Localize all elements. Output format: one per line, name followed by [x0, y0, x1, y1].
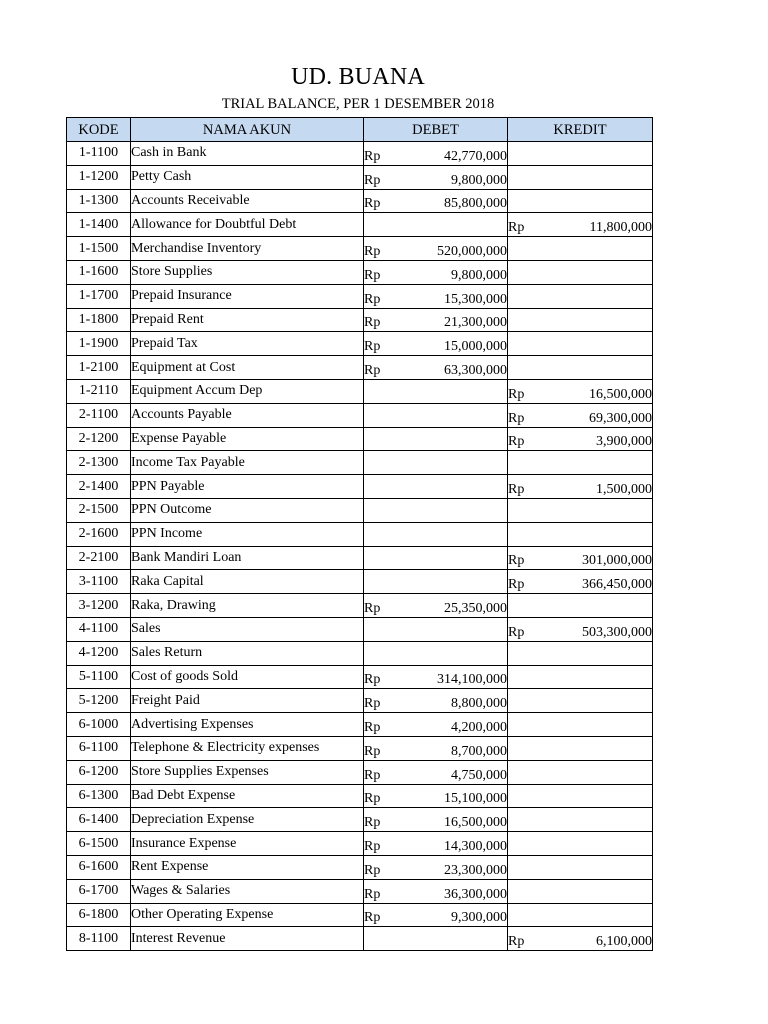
debet-amount: 9,300,000	[451, 910, 507, 926]
account-name: Wages & Salaries	[131, 879, 364, 903]
account-name: Petty Cash	[131, 165, 364, 189]
table-row	[67, 665, 653, 689]
kredit-cell	[508, 284, 653, 308]
kredit-amount: 301,000,000	[582, 553, 652, 569]
account-name: Allowance for Doubtful Debt	[131, 213, 364, 237]
table-row	[67, 927, 653, 951]
table-row	[67, 713, 653, 737]
debet-cell	[364, 427, 508, 451]
debet-amount: 314,100,000	[437, 672, 507, 688]
debet-cell	[364, 237, 508, 261]
account-code: 6-1500	[67, 832, 131, 856]
account-code: 1-2100	[67, 356, 131, 380]
currency-label: Rp	[364, 672, 381, 688]
currency-label: Rp	[364, 815, 381, 831]
currency-label: Rp	[364, 719, 381, 735]
column-header-debet: DEBET	[364, 118, 508, 142]
header-row	[67, 118, 653, 142]
kredit-amount: 503,300,000	[582, 624, 652, 640]
debet-cell	[364, 641, 508, 665]
account-code: 1-2110	[67, 379, 131, 403]
debet-amount: 8,800,000	[451, 696, 507, 712]
account-name: Store Supplies Expenses	[131, 760, 364, 784]
kredit-cell	[508, 855, 653, 879]
table-row	[67, 475, 653, 499]
debet-amount: 15,100,000	[444, 791, 507, 807]
currency-label: Rp	[364, 267, 381, 283]
kredit-cell	[508, 665, 653, 689]
kredit-amount: 16,500,000	[589, 386, 652, 402]
debet-cell	[364, 189, 508, 213]
currency-label: Rp	[508, 553, 525, 569]
account-name: PPN Payable	[131, 475, 364, 499]
table-row	[67, 189, 653, 213]
account-name: PPN Income	[131, 522, 364, 546]
table-row	[67, 379, 653, 403]
debet-cell	[364, 689, 508, 713]
kredit-cell	[508, 260, 653, 284]
account-code: 4-1200	[67, 641, 131, 665]
debet-amount: 36,300,000	[444, 886, 507, 902]
debet-amount: 4,750,000	[451, 767, 507, 783]
table-row	[67, 594, 653, 618]
debet-cell	[364, 403, 508, 427]
account-code: 3-1100	[67, 570, 131, 594]
account-name: Accounts Payable	[131, 403, 364, 427]
debet-amount: 16,500,000	[444, 815, 507, 831]
kredit-cell	[508, 237, 653, 261]
debet-amount: 9,800,000	[451, 172, 507, 188]
table-row	[67, 736, 653, 760]
account-name: Insurance Expense	[131, 832, 364, 856]
currency-label: Rp	[508, 624, 525, 640]
debet-cell	[364, 594, 508, 618]
currency-label: Rp	[364, 791, 381, 807]
debet-cell	[364, 927, 508, 951]
currency-label: Rp	[364, 886, 381, 902]
debet-cell	[364, 142, 508, 166]
debet-cell	[364, 879, 508, 903]
table-row	[67, 855, 653, 879]
currency-label: Rp	[364, 172, 381, 188]
debet-amount: 8,700,000	[451, 743, 507, 759]
debet-cell	[364, 546, 508, 570]
kredit-cell	[508, 189, 653, 213]
account-code: 6-1800	[67, 903, 131, 927]
table-row	[67, 260, 653, 284]
kredit-cell	[508, 522, 653, 546]
table-row	[67, 403, 653, 427]
debet-amount: 520,000,000	[437, 243, 507, 259]
account-code: 1-1500	[67, 237, 131, 261]
currency-label: Rp	[508, 410, 525, 426]
kredit-amount: 1,500,000	[596, 481, 652, 497]
kredit-cell	[508, 713, 653, 737]
currency-label: Rp	[364, 315, 381, 331]
currency-label: Rp	[364, 362, 381, 378]
debet-amount: 15,000,000	[444, 339, 507, 355]
currency-label: Rp	[364, 862, 381, 878]
table-row	[67, 760, 653, 784]
kredit-amount: 3,900,000	[596, 434, 652, 450]
currency-label: Rp	[364, 291, 381, 307]
account-code: 1-1200	[67, 165, 131, 189]
column-header-kode: KODE	[67, 118, 131, 142]
currency-label: Rp	[508, 481, 525, 497]
currency-label: Rp	[508, 220, 525, 236]
table-row	[67, 570, 653, 594]
debet-cell	[364, 475, 508, 499]
table-row	[67, 427, 653, 451]
account-name: Expense Payable	[131, 427, 364, 451]
kredit-cell	[508, 760, 653, 784]
account-name: Telephone & Electricity expenses	[131, 736, 364, 760]
table-row	[67, 808, 653, 832]
kredit-cell	[508, 379, 653, 403]
account-code: 2-2100	[67, 546, 131, 570]
debet-cell	[364, 522, 508, 546]
account-code: 5-1100	[67, 665, 131, 689]
trial-balance-table	[66, 117, 653, 951]
account-name: Rent Expense	[131, 855, 364, 879]
account-name: Store Supplies	[131, 260, 364, 284]
account-name: Prepaid Tax	[131, 332, 364, 356]
debet-amount: 15,300,000	[444, 291, 507, 307]
currency-label: Rp	[364, 148, 381, 164]
debet-cell	[364, 617, 508, 641]
account-code: 2-1100	[67, 403, 131, 427]
account-code: 8-1100	[67, 927, 131, 951]
account-name: Cost of goods Sold	[131, 665, 364, 689]
debet-cell	[364, 379, 508, 403]
kredit-cell	[508, 356, 653, 380]
account-name: Income Tax Payable	[131, 451, 364, 475]
kredit-cell	[508, 403, 653, 427]
debet-amount: 42,770,000	[444, 148, 507, 164]
kredit-cell	[508, 332, 653, 356]
debet-cell	[364, 260, 508, 284]
account-code: 1-1600	[67, 260, 131, 284]
debet-cell	[364, 832, 508, 856]
account-code: 1-1400	[67, 213, 131, 237]
kredit-cell	[508, 142, 653, 166]
table-row	[67, 237, 653, 261]
kredit-cell	[508, 927, 653, 951]
account-name: Other Operating Expense	[131, 903, 364, 927]
table-row	[67, 784, 653, 808]
account-name: Merchandise Inventory	[131, 237, 364, 261]
account-code: 1-1100	[67, 142, 131, 166]
debet-amount: 23,300,000	[444, 862, 507, 878]
currency-label: Rp	[364, 696, 381, 712]
debet-cell	[364, 498, 508, 522]
kredit-cell	[508, 475, 653, 499]
account-name: Sales Return	[131, 641, 364, 665]
account-code: 1-1900	[67, 332, 131, 356]
account-code: 6-1700	[67, 879, 131, 903]
account-name: Prepaid Insurance	[131, 284, 364, 308]
kredit-cell	[508, 165, 653, 189]
account-code: 2-1300	[67, 451, 131, 475]
account-code: 6-1300	[67, 784, 131, 808]
debet-cell	[364, 213, 508, 237]
account-code: 6-1000	[67, 713, 131, 737]
kredit-cell	[508, 594, 653, 618]
currency-label: Rp	[364, 339, 381, 355]
table-row	[67, 498, 653, 522]
column-header-nama-akun: NAMA AKUN	[131, 118, 364, 142]
account-name: Accounts Receivable	[131, 189, 364, 213]
table-row	[67, 689, 653, 713]
account-code: 2-1400	[67, 475, 131, 499]
currency-label: Rp	[364, 838, 381, 854]
kredit-cell	[508, 498, 653, 522]
account-code: 1-1300	[67, 189, 131, 213]
currency-label: Rp	[364, 767, 381, 783]
debet-cell	[364, 308, 508, 332]
table-row	[67, 522, 653, 546]
currency-label: Rp	[364, 196, 381, 212]
debet-cell	[364, 760, 508, 784]
account-name: Interest Revenue	[131, 927, 364, 951]
account-code: 1-1700	[67, 284, 131, 308]
debet-cell	[364, 332, 508, 356]
kredit-cell	[508, 808, 653, 832]
debet-cell	[364, 665, 508, 689]
kredit-cell	[508, 451, 653, 475]
debet-amount: 25,350,000	[444, 600, 507, 616]
account-code: 3-1200	[67, 594, 131, 618]
company-title: UD. BUANA	[291, 64, 425, 90]
currency-label: Rp	[364, 243, 381, 259]
currency-label: Rp	[364, 910, 381, 926]
table-row	[67, 641, 653, 665]
currency-label: Rp	[508, 934, 525, 950]
debet-amount: 21,300,000	[444, 315, 507, 331]
table-row	[67, 213, 653, 237]
table-row	[67, 308, 653, 332]
kredit-cell	[508, 689, 653, 713]
debet-cell	[364, 808, 508, 832]
account-name: PPN Outcome	[131, 498, 364, 522]
kredit-amount: 69,300,000	[589, 410, 652, 426]
account-name: Bank Mandiri Loan	[131, 546, 364, 570]
account-name: Equipment at Cost	[131, 356, 364, 380]
table-row	[67, 356, 653, 380]
table-row	[67, 165, 653, 189]
account-name: Prepaid Rent	[131, 308, 364, 332]
kredit-cell	[508, 308, 653, 332]
kredit-cell	[508, 617, 653, 641]
table-body	[67, 142, 653, 951]
kredit-cell	[508, 736, 653, 760]
account-name: Cash in Bank	[131, 142, 364, 166]
debet-amount: 14,300,000	[444, 838, 507, 854]
kredit-cell	[508, 832, 653, 856]
table-row	[67, 546, 653, 570]
account-name: Sales	[131, 617, 364, 641]
table-row	[67, 879, 653, 903]
kredit-cell	[508, 570, 653, 594]
kredit-cell	[508, 784, 653, 808]
debet-cell	[364, 736, 508, 760]
account-code: 2-1600	[67, 522, 131, 546]
account-code: 5-1200	[67, 689, 131, 713]
kredit-cell	[508, 903, 653, 927]
kredit-amount: 366,450,000	[582, 577, 652, 593]
currency-label: Rp	[508, 434, 525, 450]
account-name: Equipment Accum Dep	[131, 379, 364, 403]
currency-label: Rp	[364, 743, 381, 759]
kredit-cell	[508, 546, 653, 570]
account-code: 2-1200	[67, 427, 131, 451]
account-code: 6-1600	[67, 855, 131, 879]
account-name: Raka, Drawing	[131, 594, 364, 618]
table-row	[67, 284, 653, 308]
account-name: Bad Debt Expense	[131, 784, 364, 808]
debet-cell	[364, 570, 508, 594]
column-header-kredit: KREDIT	[508, 118, 653, 142]
account-name: Advertising Expenses	[131, 713, 364, 737]
currency-label: Rp	[508, 386, 525, 402]
debet-cell	[364, 165, 508, 189]
debet-amount: 63,300,000	[444, 362, 507, 378]
currency-label: Rp	[508, 577, 525, 593]
table-row	[67, 617, 653, 641]
debet-amount: 4,200,000	[451, 719, 507, 735]
kredit-cell	[508, 879, 653, 903]
account-code: 6-1400	[67, 808, 131, 832]
account-code: 4-1100	[67, 617, 131, 641]
account-code: 6-1200	[67, 760, 131, 784]
table-row	[67, 832, 653, 856]
table-row	[67, 142, 653, 166]
kredit-cell	[508, 213, 653, 237]
account-code: 6-1100	[67, 736, 131, 760]
table-row	[67, 332, 653, 356]
debet-amount: 9,800,000	[451, 267, 507, 283]
kredit-cell	[508, 427, 653, 451]
debet-cell	[364, 713, 508, 737]
debet-cell	[364, 784, 508, 808]
kredit-amount: 6,100,000	[596, 934, 652, 950]
account-code: 2-1500	[67, 498, 131, 522]
debet-amount: 85,800,000	[444, 196, 507, 212]
debet-cell	[364, 356, 508, 380]
account-name: Depreciation Expense	[131, 808, 364, 832]
account-name: Raka Capital	[131, 570, 364, 594]
debet-cell	[364, 903, 508, 927]
debet-cell	[364, 284, 508, 308]
account-name: Freight Paid	[131, 689, 364, 713]
currency-label: Rp	[364, 600, 381, 616]
debet-cell	[364, 855, 508, 879]
kredit-amount: 11,800,000	[589, 220, 652, 236]
table-row	[67, 903, 653, 927]
debet-cell	[364, 451, 508, 475]
table-row	[67, 451, 653, 475]
kredit-cell	[508, 641, 653, 665]
account-code: 1-1800	[67, 308, 131, 332]
report-subtitle: TRIAL BALANCE, PER 1 DESEMBER 2018	[221, 96, 495, 112]
